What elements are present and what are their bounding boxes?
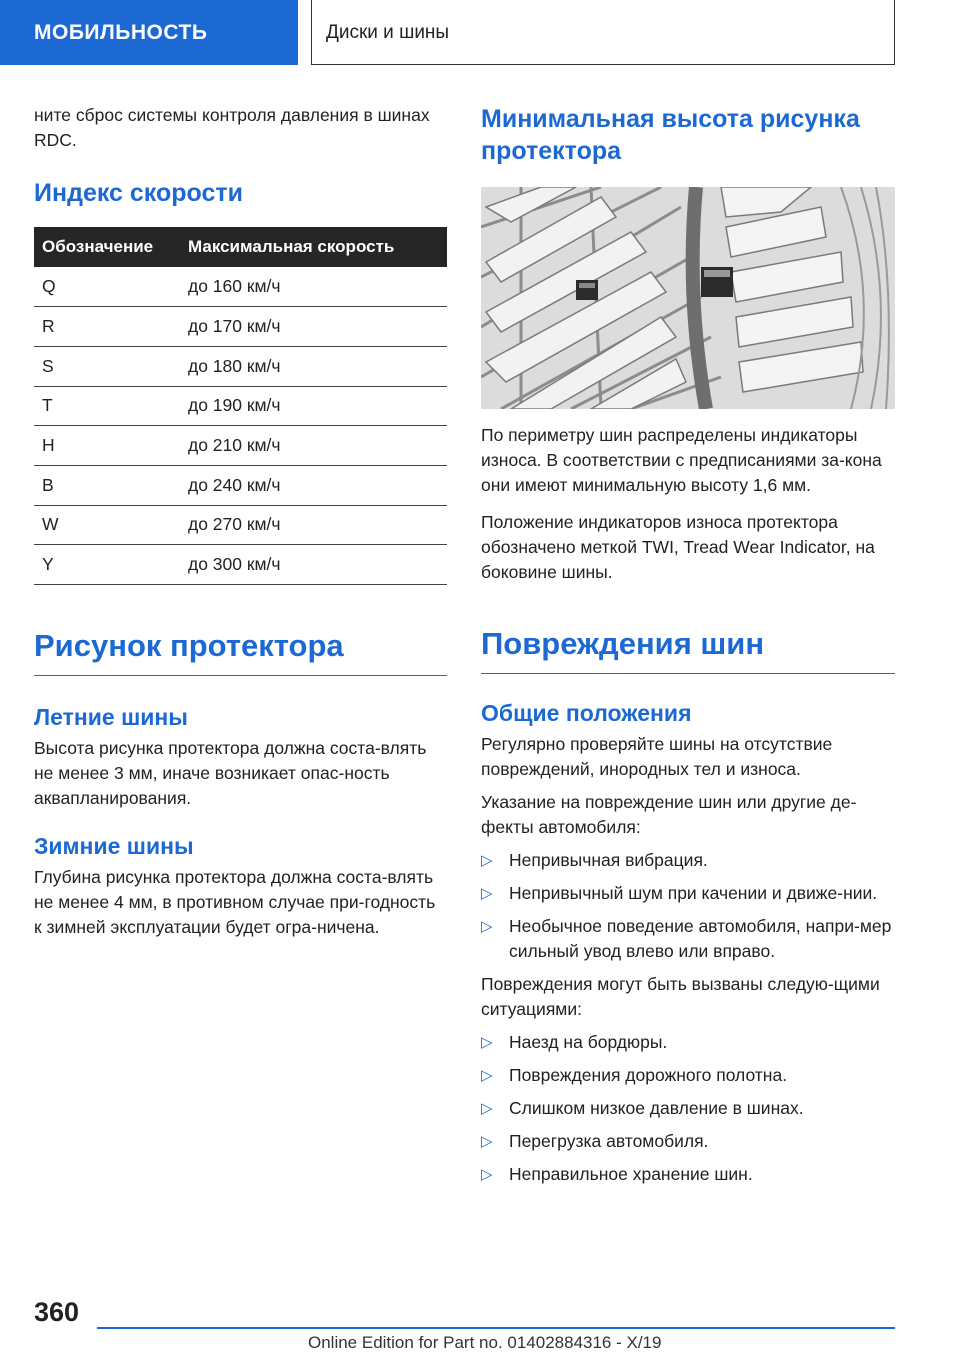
damage-signs-text: Указание на повреждение шин или другие де-фекты автомобиля: <box>481 792 857 837</box>
damage-causes-list <box>481 1030 895 1187</box>
intro-text: ните сброс системы контроля давления в шинах RDC. <box>34 105 430 150</box>
speed-code: Y <box>34 545 184 585</box>
damage-signs-list <box>481 848 895 964</box>
page-title: Диски и шины <box>326 22 450 43</box>
winter-tires-text: Глубина рисунка протектора должна соста-влять не менее 4 мм, в противном случае при-годность к зимней эксплуатации будет огра-ничена. <box>34 867 436 937</box>
speed-value: до 170 км/ч <box>184 307 447 347</box>
edition-text: Online Edition for Part no. 01402884316 - X/19 <box>308 1333 662 1352</box>
min-tread-heading: Минимальная высота рисунка протектора <box>481 105 860 165</box>
page-number: 360 <box>34 1297 80 1327</box>
table-row <box>34 346 447 386</box>
triangle-bullet-icon: ▷ <box>481 1067 493 1084</box>
table-row <box>34 307 447 347</box>
left-column <box>34 97 447 940</box>
table-row <box>34 465 447 505</box>
list-item: ▷ Перегрузка автомобиля. <box>481 1129 895 1154</box>
list-item: ▷ Повреждения дорожного полотна. <box>481 1063 895 1088</box>
speed-value: до 160 км/ч <box>184 267 447 307</box>
right-column <box>481 97 895 1187</box>
speed-code: T <box>34 386 184 426</box>
speed-code: R <box>34 307 184 347</box>
table-row <box>34 505 447 545</box>
speed-value: до 240 км/ч <box>184 465 447 505</box>
speed-code: S <box>34 346 184 386</box>
table-row <box>34 267 447 307</box>
speed-code: H <box>34 426 184 466</box>
damage-causes-text: Повреждения могут быть вызваны следую-щими ситуациями: <box>481 974 880 1019</box>
triangle-bullet-icon: ▷ <box>481 1034 493 1051</box>
list-item: ▷ Необычное поведение автомобиля, напри-мер сильный увод влево или вправо. <box>481 916 892 961</box>
speed-index-heading: Индекс скорости <box>34 179 243 207</box>
speed-value: до 190 км/ч <box>184 386 447 426</box>
summer-tires-text: Высота рисунка протектора должна соста-влять не менее 3 мм, иначе возникает опас-ность аквапланирования. <box>34 738 427 808</box>
check-tires-text: Регулярно проверяйте шины на отсутствие повреждений, инородных тел и износа. <box>481 734 833 779</box>
triangle-bullet-icon: ▷ <box>481 852 493 869</box>
table-header-speed: Максимальная скорость <box>184 227 447 267</box>
table-header-code: Обозначение <box>34 227 184 267</box>
table-row <box>34 545 447 585</box>
speed-value: до 300 км/ч <box>184 545 447 585</box>
list-item: ▷ Неправильное хранение шин. <box>481 1162 895 1187</box>
triangle-bullet-icon: ▷ <box>481 1100 493 1117</box>
table-row <box>34 426 447 466</box>
speed-code: W <box>34 505 184 545</box>
tread-heading: Рисунок протектора <box>34 627 447 676</box>
triangle-bullet-icon: ▷ <box>481 918 493 935</box>
summer-tires-heading: Летние шины <box>34 704 188 730</box>
speed-code: B <box>34 465 184 505</box>
speed-value: до 270 км/ч <box>184 505 447 545</box>
triangle-bullet-icon: ▷ <box>481 1166 493 1183</box>
table-row <box>34 386 447 426</box>
table-header-row <box>34 227 447 267</box>
list-item: ▷ Непривычный шум при качении и движе-нии. <box>481 881 895 906</box>
tire-damage-heading: Повреждения шин <box>481 625 895 674</box>
triangle-bullet-icon: ▷ <box>481 1133 493 1150</box>
triangle-bullet-icon: ▷ <box>481 885 493 902</box>
footer-divider <box>97 1327 895 1329</box>
tire-tread-image <box>481 187 895 409</box>
speed-value: до 180 км/ч <box>184 346 447 386</box>
speed-index-table <box>34 227 447 585</box>
wear-indicator-text: По периметру шин распределены индикаторы износа. В соответствии с предписаниями за-кона они имеют минимальную высоту 1,6 мм. <box>481 425 882 495</box>
speed-code: Q <box>34 267 184 307</box>
header-title-box <box>311 0 895 65</box>
twi-text: Положение индикаторов износа протектора обозначено меткой TWI, Tread Wear Indicator, на боковине шины. <box>481 512 875 582</box>
list-item: ▷ Непривычная вибрация. <box>481 848 895 873</box>
tire-tread-illustration <box>481 187 895 409</box>
list-item: ▷ Слишком низкое давление в шинах. <box>481 1096 895 1121</box>
section-tab: МОБИЛЬНОСТЬ <box>0 0 298 65</box>
general-heading: Общие положения <box>481 700 692 726</box>
winter-tires-heading: Зимние шины <box>34 833 194 859</box>
list-item: ▷ Наезд на бордюры. <box>481 1030 895 1055</box>
speed-value: до 210 км/ч <box>184 426 447 466</box>
